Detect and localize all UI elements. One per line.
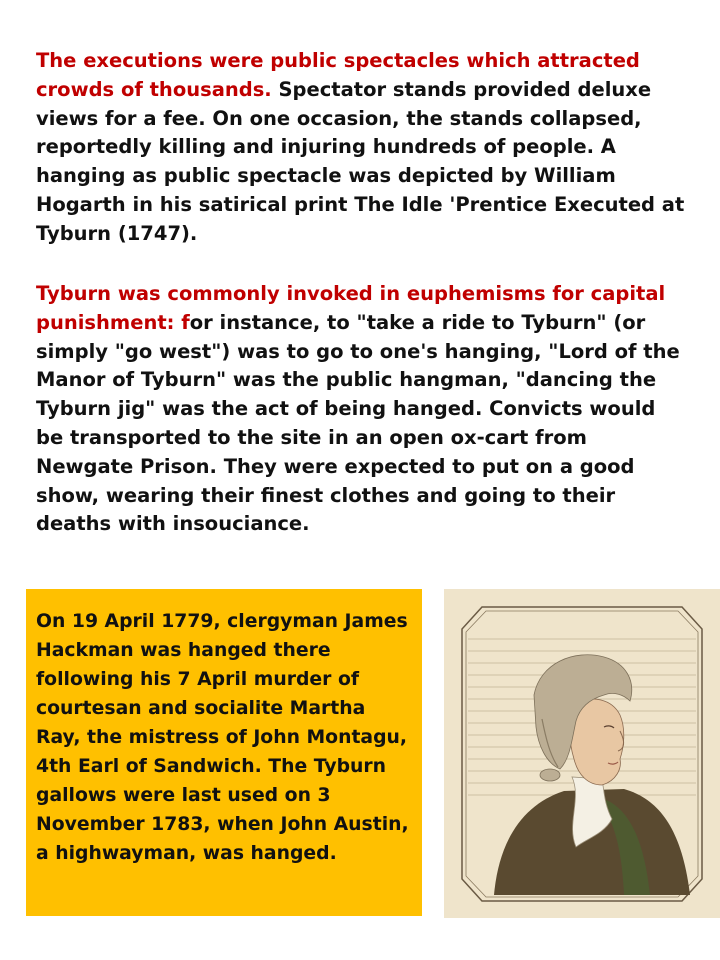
paragraph-public-spectacle [36, 47, 686, 249]
portrait-engraving [444, 589, 720, 918]
paragraph-body: or instance, to "take a ride to Tyburn" (or simply "go west") was to go to one's hanging, "Lord of the Manor of Tyburn" was the public hangman, "dancing the Tyburn jig" was the act of being hanged. Convicts would be transported to the site in an open ox-cart from Newgate Prison. They were expected to put on a good show, wearing their finest clothes and going to their deaths with insouciance. [36, 310, 680, 536]
portrait-illustration [454, 599, 710, 908]
hackman-note-box [26, 589, 422, 916]
paragraph-highlight: The executions were public spectacles which attracted crowds of thousands. [36, 49, 640, 101]
paragraph-highlight: Tyburn was commonly invoked in euphemisms for capital punishment: f [36, 282, 666, 334]
note-text: On 19 April 1779, clergyman James Hackman was hanged there following his 7 April murder of courtesan and socialite Martha Ray, the mistress of John Montagu, 4th Earl of Sandwich. The Tyburn gallows were last used on 3 November 1783, when John Austin, a highwayman, was hanged. [36, 611, 409, 864]
paragraph-body: Spectator stands provided deluxe views for a fee. On one occasion, the stands collapsed, reportedly killing and injuring hundreds of people. A hanging as public spectacle was depicted by William Hogarth in his satirical print The Idle 'Prentice Executed at Tyburn (1747). [36, 77, 685, 245]
paragraph-euphemisms [36, 280, 686, 539]
